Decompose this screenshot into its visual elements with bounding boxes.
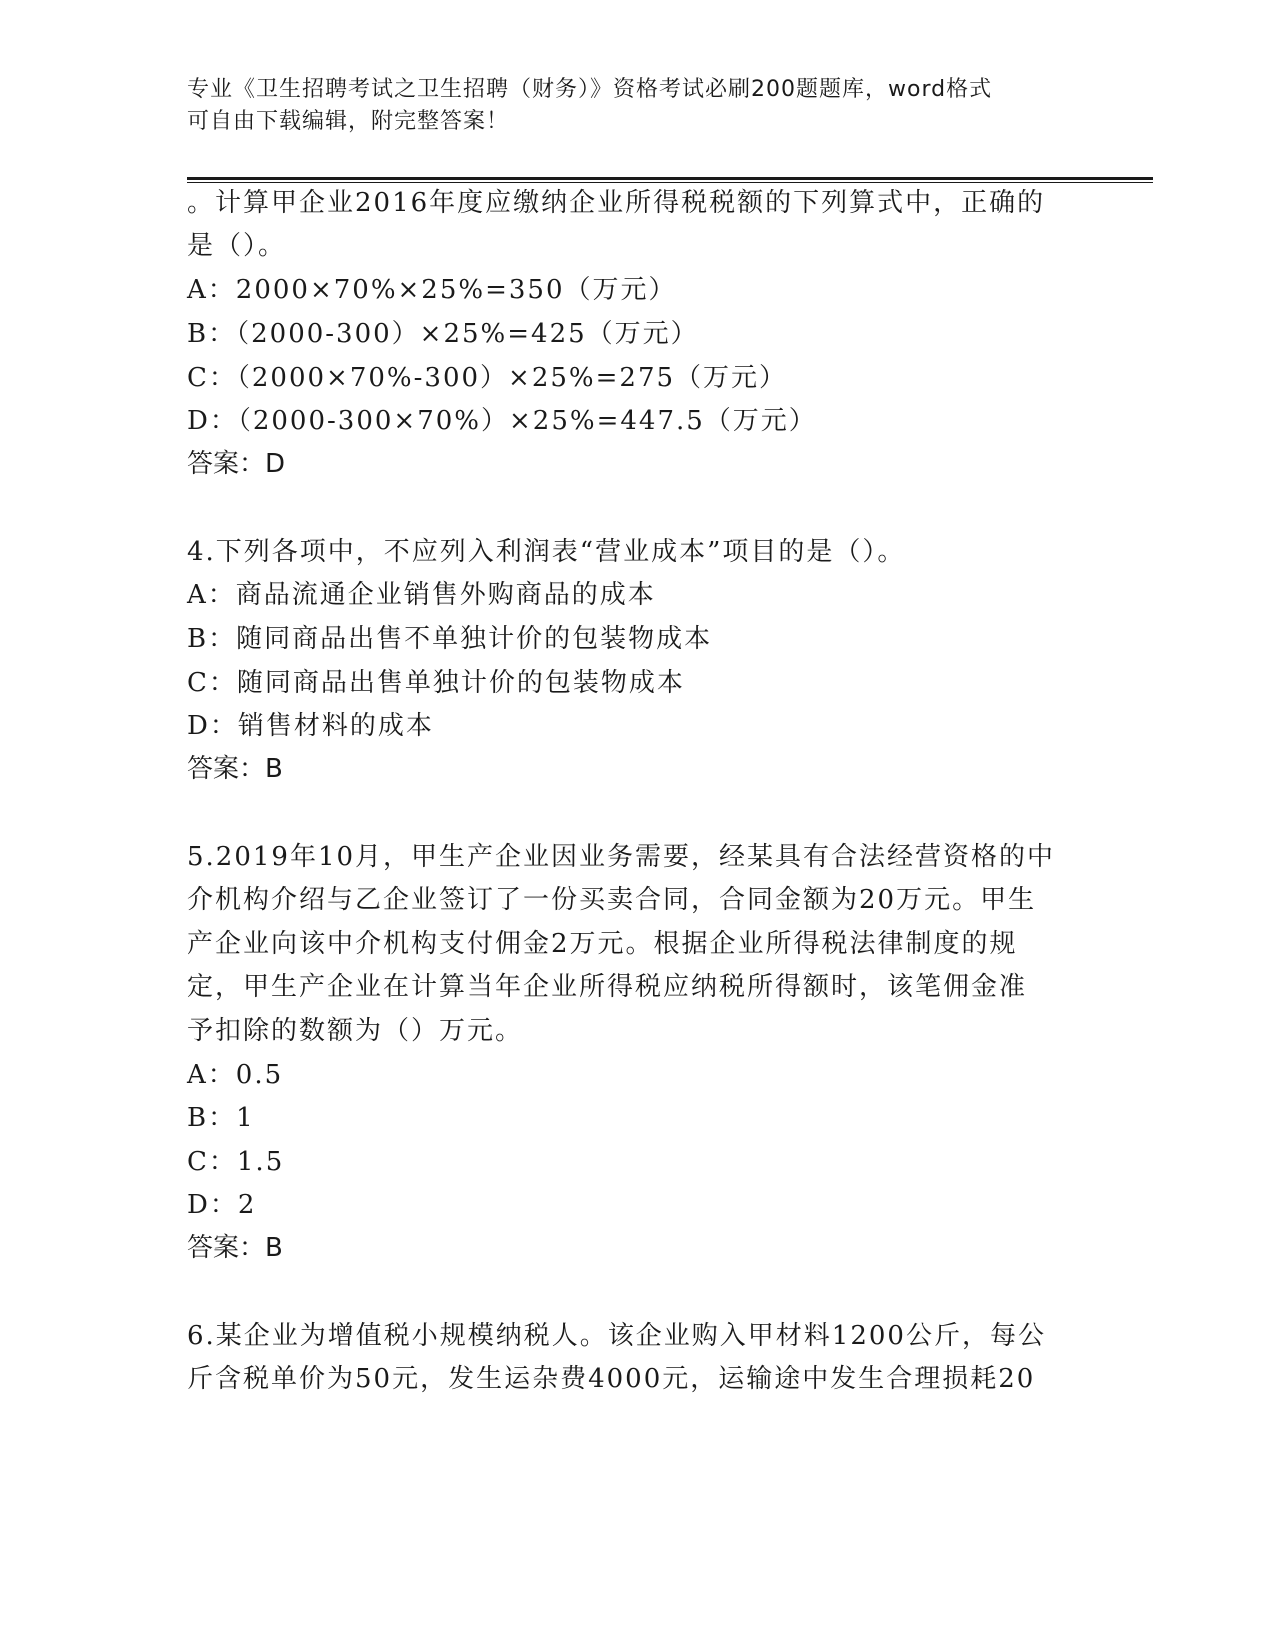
question-4-stem: 4.下列各项中，不应列入利润表“营业成本”项目的是（）。	[187, 537, 906, 567]
question-5-option-c: C：1.5	[187, 1147, 285, 1177]
question-3-option-d: D：（2000-300×70%）×25%=447.5（万元）	[187, 406, 817, 436]
question-5-option-a: A：0.5	[187, 1060, 284, 1090]
question-5-stem-line-2: 介机构介绍与乙企业签订了一份买卖合同，合同金额为20万元。甲生	[187, 885, 1037, 915]
question-5-answer: 答案：B	[187, 1233, 283, 1263]
question-3-option-c: C：（2000×70%-300）×25%=275（万元）	[187, 363, 788, 393]
question-5-option-b: B：1	[187, 1103, 255, 1133]
document-header	[187, 74, 1087, 138]
question-3-option-a: A：2000×70%×25%=350（万元）	[187, 275, 677, 305]
question-5-stem-line-3: 产企业向该中介机构支付佣金2万元。根据企业所得税法律制度的规	[187, 929, 1018, 959]
question-3-answer: 答案：D	[187, 449, 286, 479]
header-title-line-2: 可自由下载编辑，附完整答案！	[187, 109, 510, 134]
question-3-option-b: B：（2000-300）×25%=425（万元）	[187, 319, 699, 349]
question-6-stem-line-2: 斤含税单价为50元，发生运杂费4000元，运输途中发生合理损耗20	[187, 1364, 1036, 1394]
header-title-line-1: 专业《卫生招聘考试之卫生招聘（财务）》资格考试必刷200题题库，word格式	[187, 77, 993, 102]
question-5-option-d: D：2	[187, 1190, 257, 1220]
header-divider-thick	[187, 177, 1153, 180]
header-divider-thin	[187, 182, 1153, 183]
question-3-stem-line-2: 是（）。	[187, 231, 287, 261]
question-5-stem-line-1: 5.2019年10月，甲生产企业因业务需要，经某具有合法经营资格的中	[187, 842, 1056, 872]
question-3-stem-line-1: 。计算甲企业2016年度应缴纳企业所得税税额的下列算式中，正确的	[187, 188, 1046, 218]
question-4-answer: 答案：B	[187, 754, 283, 784]
question-5-stem-line-5: 予扣除的数额为（）万元。	[187, 1016, 524, 1046]
question-6-stem-line-1: 6.某企业为增值税小规模纳税人。该企业购入甲材料1200公斤，每公	[187, 1321, 1046, 1351]
question-4-option-c: C：随同商品出售单独计价的包装物成本	[187, 668, 685, 698]
question-5-stem-line-4: 定，甲生产企业在计算当年企业所得税应纳税所得额时，该笔佣金准	[187, 972, 1028, 1002]
question-4-option-b: B：随同商品出售不单独计价的包装物成本	[187, 624, 713, 654]
question-4-option-a: A：商品流通企业销售外购商品的成本	[187, 580, 656, 610]
question-4-option-d: D：销售材料的成本	[187, 711, 434, 741]
